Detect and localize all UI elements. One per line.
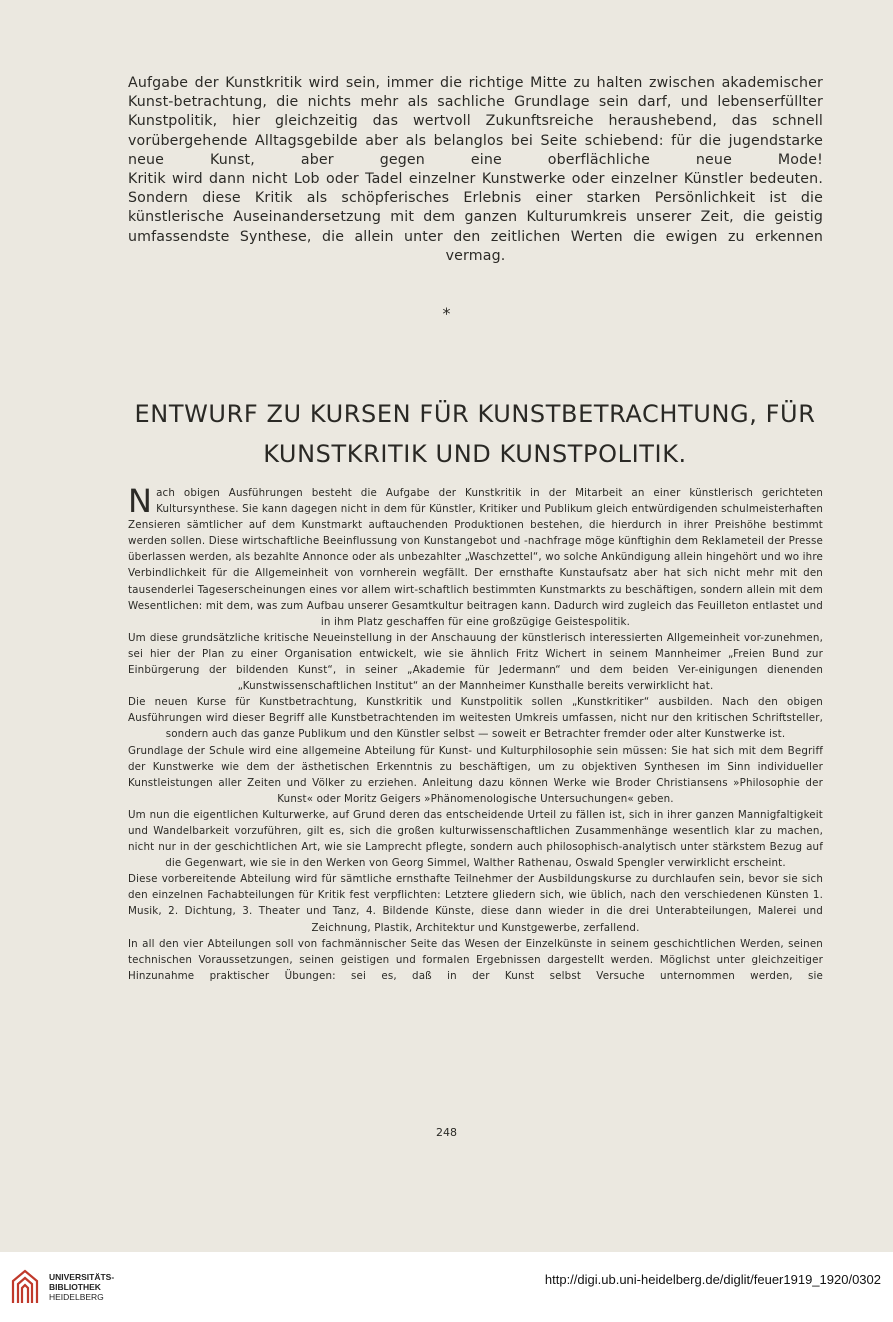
body-paragraph: Um diese grundsätzliche kritische Neueinstellung in der Anschauung der künstlerisch interessierten Allgemeinheit vor-zunehmen, sei hier der Plan zu einer Organisation entwickelt, wie sie ähnlich Fritz Wichert in seinem Mannheimer „Freien Bund zur Einbürgerung der bildenden Kunst“, in seiner „Akademie für Jedermann“ und dem beiden Ver-einigungen dienenden „Kunstwissenschaftlichen Institut“ an der Mannheimer Kunsthalle bereits verwirklicht hat. bbox=[128, 631, 823, 693]
page-number: 248 bbox=[436, 1126, 457, 1139]
intro-paragraph: Kritik wird dann nicht Lob oder Tadel einzelner Kunstwerke oder einzelner Künstler bedeuten. Sondern diese Kritik als schöpferisches Erlebnis einer starken Persönlichkeit ist die künstlerische Auseinandersetzung mit dem ganzen Kulturumkreis unserer Zeit, die geistig umfassendste Synthese, die allein unter den zeitlichen Werten die ewigen zu erkennen vermag. bbox=[128, 171, 823, 264]
heading-line: KUNSTKRITIK UND KUNSTPOLITIK. bbox=[263, 440, 687, 468]
body-paragraph: In all den vier Abteilungen soll von fachmännischer Seite das Wesen der Einzelkünste in seinem geschichtlichen Werden, seinen technischen Voraussetzungen, seinen geistigen und formalen Ergebnissen dargestellt werden. Möglichst unter gleichzeitiger Hinzunahme praktischer Übungen: sei es, daß in der Kunst selbst Versuche unternommen werden, sie bbox=[128, 937, 823, 982]
intro-paragraph: Aufgabe der Kunstkritik wird sein, immer die richtige Mitte zu halten zwischen akademischer Kunst-betrachtung, die nichts mehr als sachliche Grundlage sein darf, und lebenserfüllter Kunstpolitik, hier gleichzeitig das wertvoll Zukunftsreiche heraushebend, das schnell vorübergehende Alltagsgebilde aber als belanglos bei Seite schiebend: für die jugendstarke neue Kunst, aber gegen eine oberflächliche neue Mode! bbox=[128, 75, 823, 168]
body-text bbox=[128, 482, 823, 984]
body-paragraph: Grundlage der Schule wird eine allgemeine Abteilung für Kunst- und Kulturphilosophie sein müssen: Sie hat sich mit dem Begriff der Kunstwerke wie dem der ästhetischen Erkenntnis zu beschäftigen, um zu objektiven Synthesen im Sinn individueller Kunstleistungen aller Zeiten und Völker zu erziehen. Anleitung dazu können Werke wie Broder Christiansens »Philosophie der Kunst« oder Moritz Geigers »Phänomenologische Untersuchungen« geben. bbox=[128, 744, 823, 805]
paragraph-text: ach obigen Ausführungen besteht die Aufgabe der Kunstkritik in der Mitarbeit an einer künstlerisch gerichteten Kultursynthese. Sie kann dagegen nicht in dem für Künstler, Kritiker und Publikum gleich entwürdigenden schulmeisterhaften Zensieren sämtlicher auf dem Kunstmarkt auftauchenden Produktionen bestehen, die hierdurch in ihrer Preishöhe bestimmt werden sollen. Diese wirtschaftliche Beeinflussung von Kunstangebot und -nachfrage möge künftighin dem Reklameteil der Presse überlassen werden, als bezahlte Annonce oder als unbezahlter „Waschzettel“, wo solche Ankündigung allein hingehört und wo ihre Verbindlichkeit für die Allgemeinheit von vornherein wegfällt. Der ernsthafte Kunstaufsatz aber hat sich nicht mehr mit den tausenderlei Tageserscheinungen eines vor allem wirt-schaftlich bestimmten Kunstmarkts zu beschäftigen, sondern allein mit dem Wesentlichen: mit dem, was zum Aufbau unserer Gesamtkultur beitragen kann. Dadurch wird zugleich das Feuilleton entlastet und in ihm Platz geschaffen für eine großzügige Geistespolitik. bbox=[128, 487, 823, 628]
library-name bbox=[49, 1272, 114, 1302]
heading-line: ENTWURF ZU KURSEN FÜR KUNSTBETRACHTUNG, FÜR bbox=[134, 400, 816, 428]
drop-cap: N bbox=[128, 482, 153, 520]
library-name-line: HEIDELBERG bbox=[49, 1292, 104, 1302]
body-paragraph: Die neuen Kurse für Kunstbetrachtung, Kunstkritik und Kunstpolitik sollen „Kunstkritiker“ ausbilden. Nach den obigen Ausführungen wird dieser Begriff alle Kunstbetrachtenden im weitesten Umkreis umfassen, nicht nur den kritischen Schriftsteller, sondern auch das ganze Publikum und den Künstler selbst — soweit er Betrachter fremder oder alter Kunstwerke ist. bbox=[128, 696, 823, 741]
source-url-link[interactable]: http://digi.ub.uni-heidelberg.de/diglit/feuer1919_1920/0302 bbox=[544, 1272, 881, 1287]
body-paragraph: Um nun die eigentlichen Kulturwerke, auf Grund deren das entscheidende Urteil zu fällen ist, sich in ihrer ganzen Mannigfaltigkeit und Wandelbarkeit vorzuführen, gilt es, sich die großen kulturwissenschaftlichen Zusammenhänge wesentlich klar zu machen, nicht nur in der geschichtlichen Art, wie sie Lamprecht pflegte, sondern auch philosophisch-analytisch unter stärkstem Bezug auf die Gegenwart, wie sie in den Werken von Georg Simmel, Walther Rathenau, Oswald Spengler verwirklicht erscheint. bbox=[128, 808, 823, 870]
intro-text bbox=[128, 74, 823, 266]
section-heading bbox=[110, 394, 840, 474]
library-logo-icon bbox=[9, 1267, 41, 1307]
body-paragraph: Diese vorbereitende Abteilung wird für sämtliche ernsthafte Teilnehmer der Ausbildungskurse zu durchlaufen sein, bevor sie sich den einzelnen Fachabteilungen für Kritik fest verpflichten: Letztere gliedern sich, wie üblich, nach den verschiedenen Künsten 1. Musik, 2. Dichtung, 3. Theater und Tanz, 4. Bildende Künste, diese dann wieder in die drei Unterabteilungen, Malerei und Zeichnung, Plastik, Architektur und Kunstgewerbe, zerfallend. bbox=[128, 873, 823, 934]
library-name-line: UNIVERSITÄTS- bbox=[49, 1272, 115, 1282]
section-separator: * bbox=[442, 304, 451, 323]
viewer-footer bbox=[0, 1252, 893, 1322]
library-name-line: BIBLIOTHEK bbox=[49, 1282, 101, 1292]
body-paragraph bbox=[128, 482, 823, 630]
